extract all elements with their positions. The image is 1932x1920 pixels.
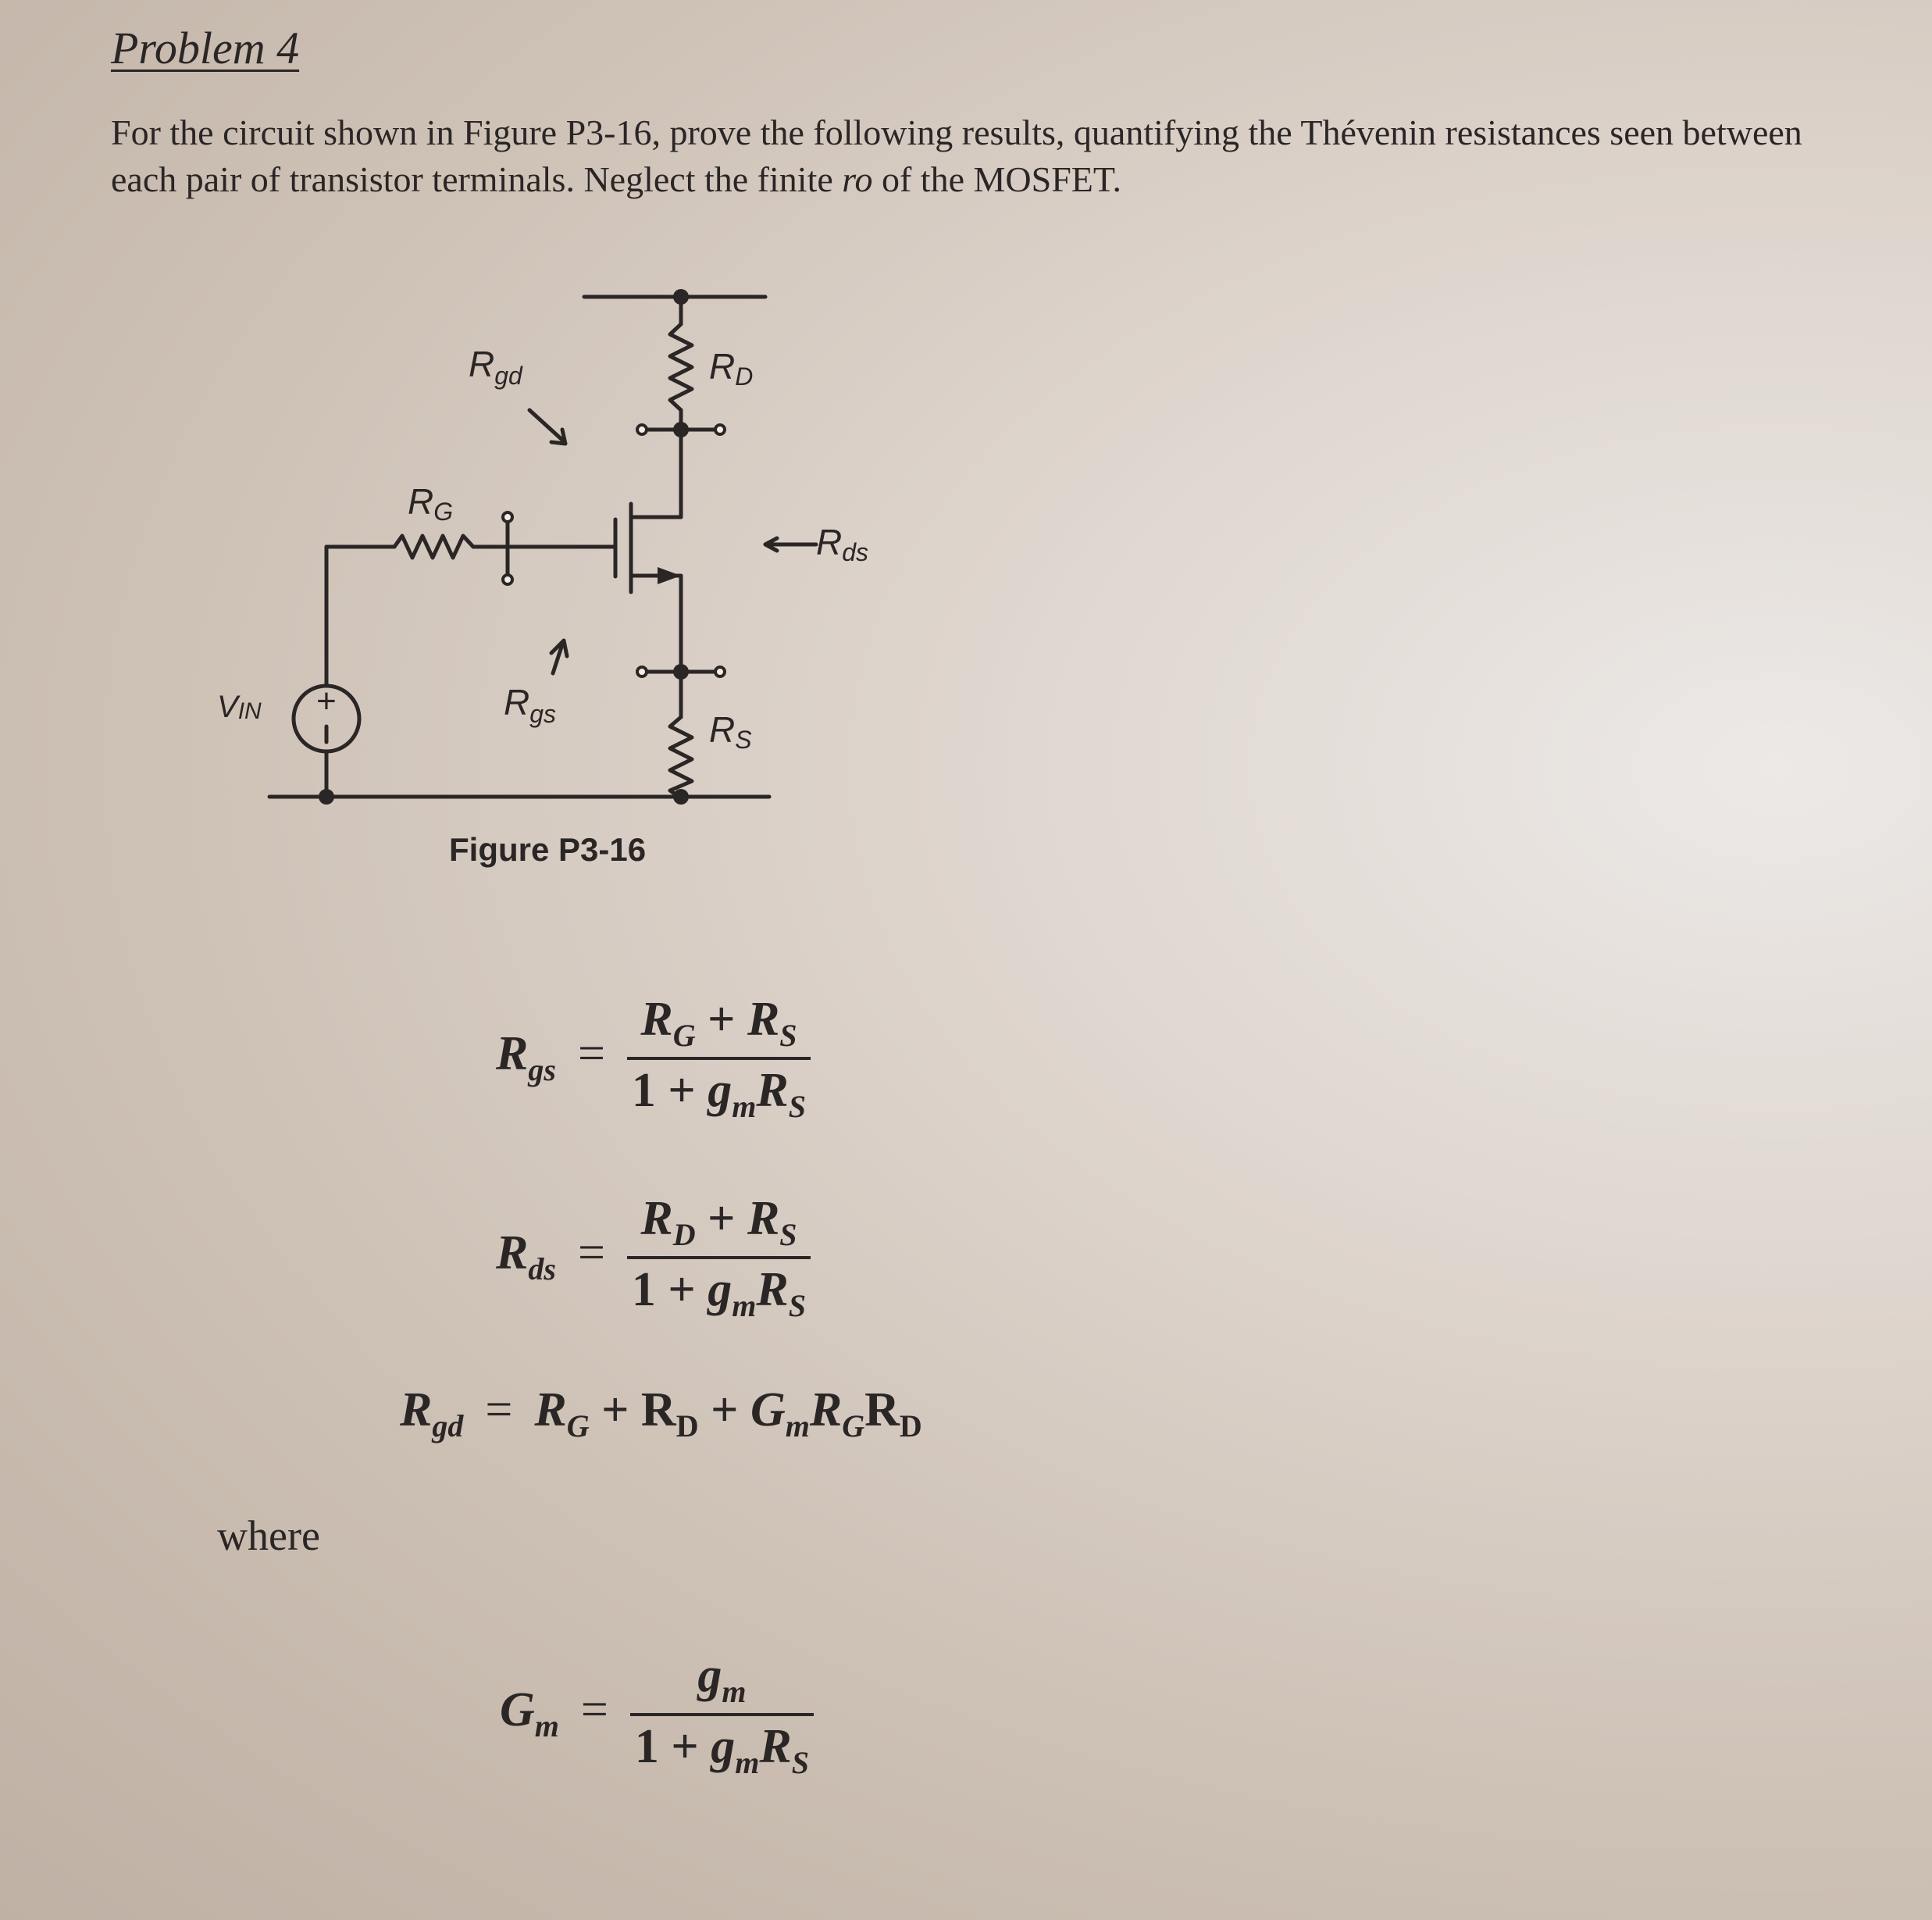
eq-rds-lhs: $R_{ds}$: [496, 1226, 556, 1287]
label-rgs: $R_{gs}$: [504, 682, 557, 728]
label-rd: RD: [709, 346, 754, 391]
statement-part-1: For the circuit shown in Figure P3-16, prove the following results, quantifying the Thévenin resistances seen between each pair of transistor terminals. Neglect the finite: [111, 112, 1802, 199]
eq-rds-denominator: $1 + g_mR_S$: [631, 1263, 806, 1323]
equation-rgs: [496, 992, 811, 1125]
problem-title: Problem 4: [111, 23, 300, 73]
eq-gm-fraction: [630, 1648, 814, 1781]
label-rs: RS: [709, 709, 752, 754]
eq-gm-denominator: $1 + g_mR_S$: [634, 1720, 809, 1780]
junction-dot: [673, 422, 689, 437]
equation-rgd: [400, 1383, 922, 1444]
terminal-node: [503, 575, 512, 584]
label-rds: Rds: [816, 522, 869, 566]
statement-ro: ro: [842, 159, 873, 199]
label-rgd: $R_{gd}$: [469, 344, 522, 390]
equation-rds: [496, 1191, 811, 1324]
terminal-node: [715, 425, 725, 434]
equals-sign: =: [580, 1683, 608, 1737]
eq-rds-fraction: [627, 1191, 811, 1324]
junction-dot: [319, 789, 334, 805]
label-rg: RG: [408, 481, 454, 526]
junction-dot: [673, 664, 689, 680]
figure-caption: Figure P3-16: [449, 831, 647, 868]
terminal-node: [503, 512, 512, 522]
junction-dot: [673, 789, 689, 805]
terminal-node: [637, 425, 647, 434]
source-plus-sign: +: [316, 682, 337, 720]
rgd-arrow: [529, 410, 564, 441]
eq-rgs-numerator: $R_G + R_S$: [627, 992, 811, 1060]
rd-resistor: [670, 324, 692, 410]
eq-rgd-rhs: $R_G + R_D + G_mR_GR_D$: [534, 1383, 922, 1444]
statement-part-2: of the MOSFET.: [872, 159, 1122, 199]
rs-resistor: [670, 717, 692, 798]
eq-gm-numerator: $g_m$: [630, 1648, 814, 1716]
equals-sign: =: [485, 1383, 513, 1436]
eq-rds-numerator: $R_D + R_S$: [627, 1191, 811, 1259]
rg-resistor: [394, 536, 508, 558]
equals-sign: =: [577, 1226, 605, 1280]
eq-rgs-fraction: [627, 992, 811, 1125]
eq-rgs-lhs: $R_{gs}$: [496, 1027, 556, 1088]
junction-dot: [673, 289, 689, 305]
eq-rgs-denominator: $1 + g_mR_S$: [631, 1064, 806, 1124]
label-vin: VIN: [217, 690, 262, 724]
equation-gm: [500, 1648, 814, 1781]
eq-rgd-lhs: $R_{gd}$: [400, 1383, 464, 1444]
where-label: where: [217, 1512, 320, 1559]
terminal-node: [637, 667, 647, 676]
equals-sign: =: [577, 1027, 605, 1081]
terminal-node: [715, 667, 725, 676]
eq-gm-lhs: $G_m$: [500, 1683, 559, 1744]
source-arrow-icon: [658, 567, 681, 584]
